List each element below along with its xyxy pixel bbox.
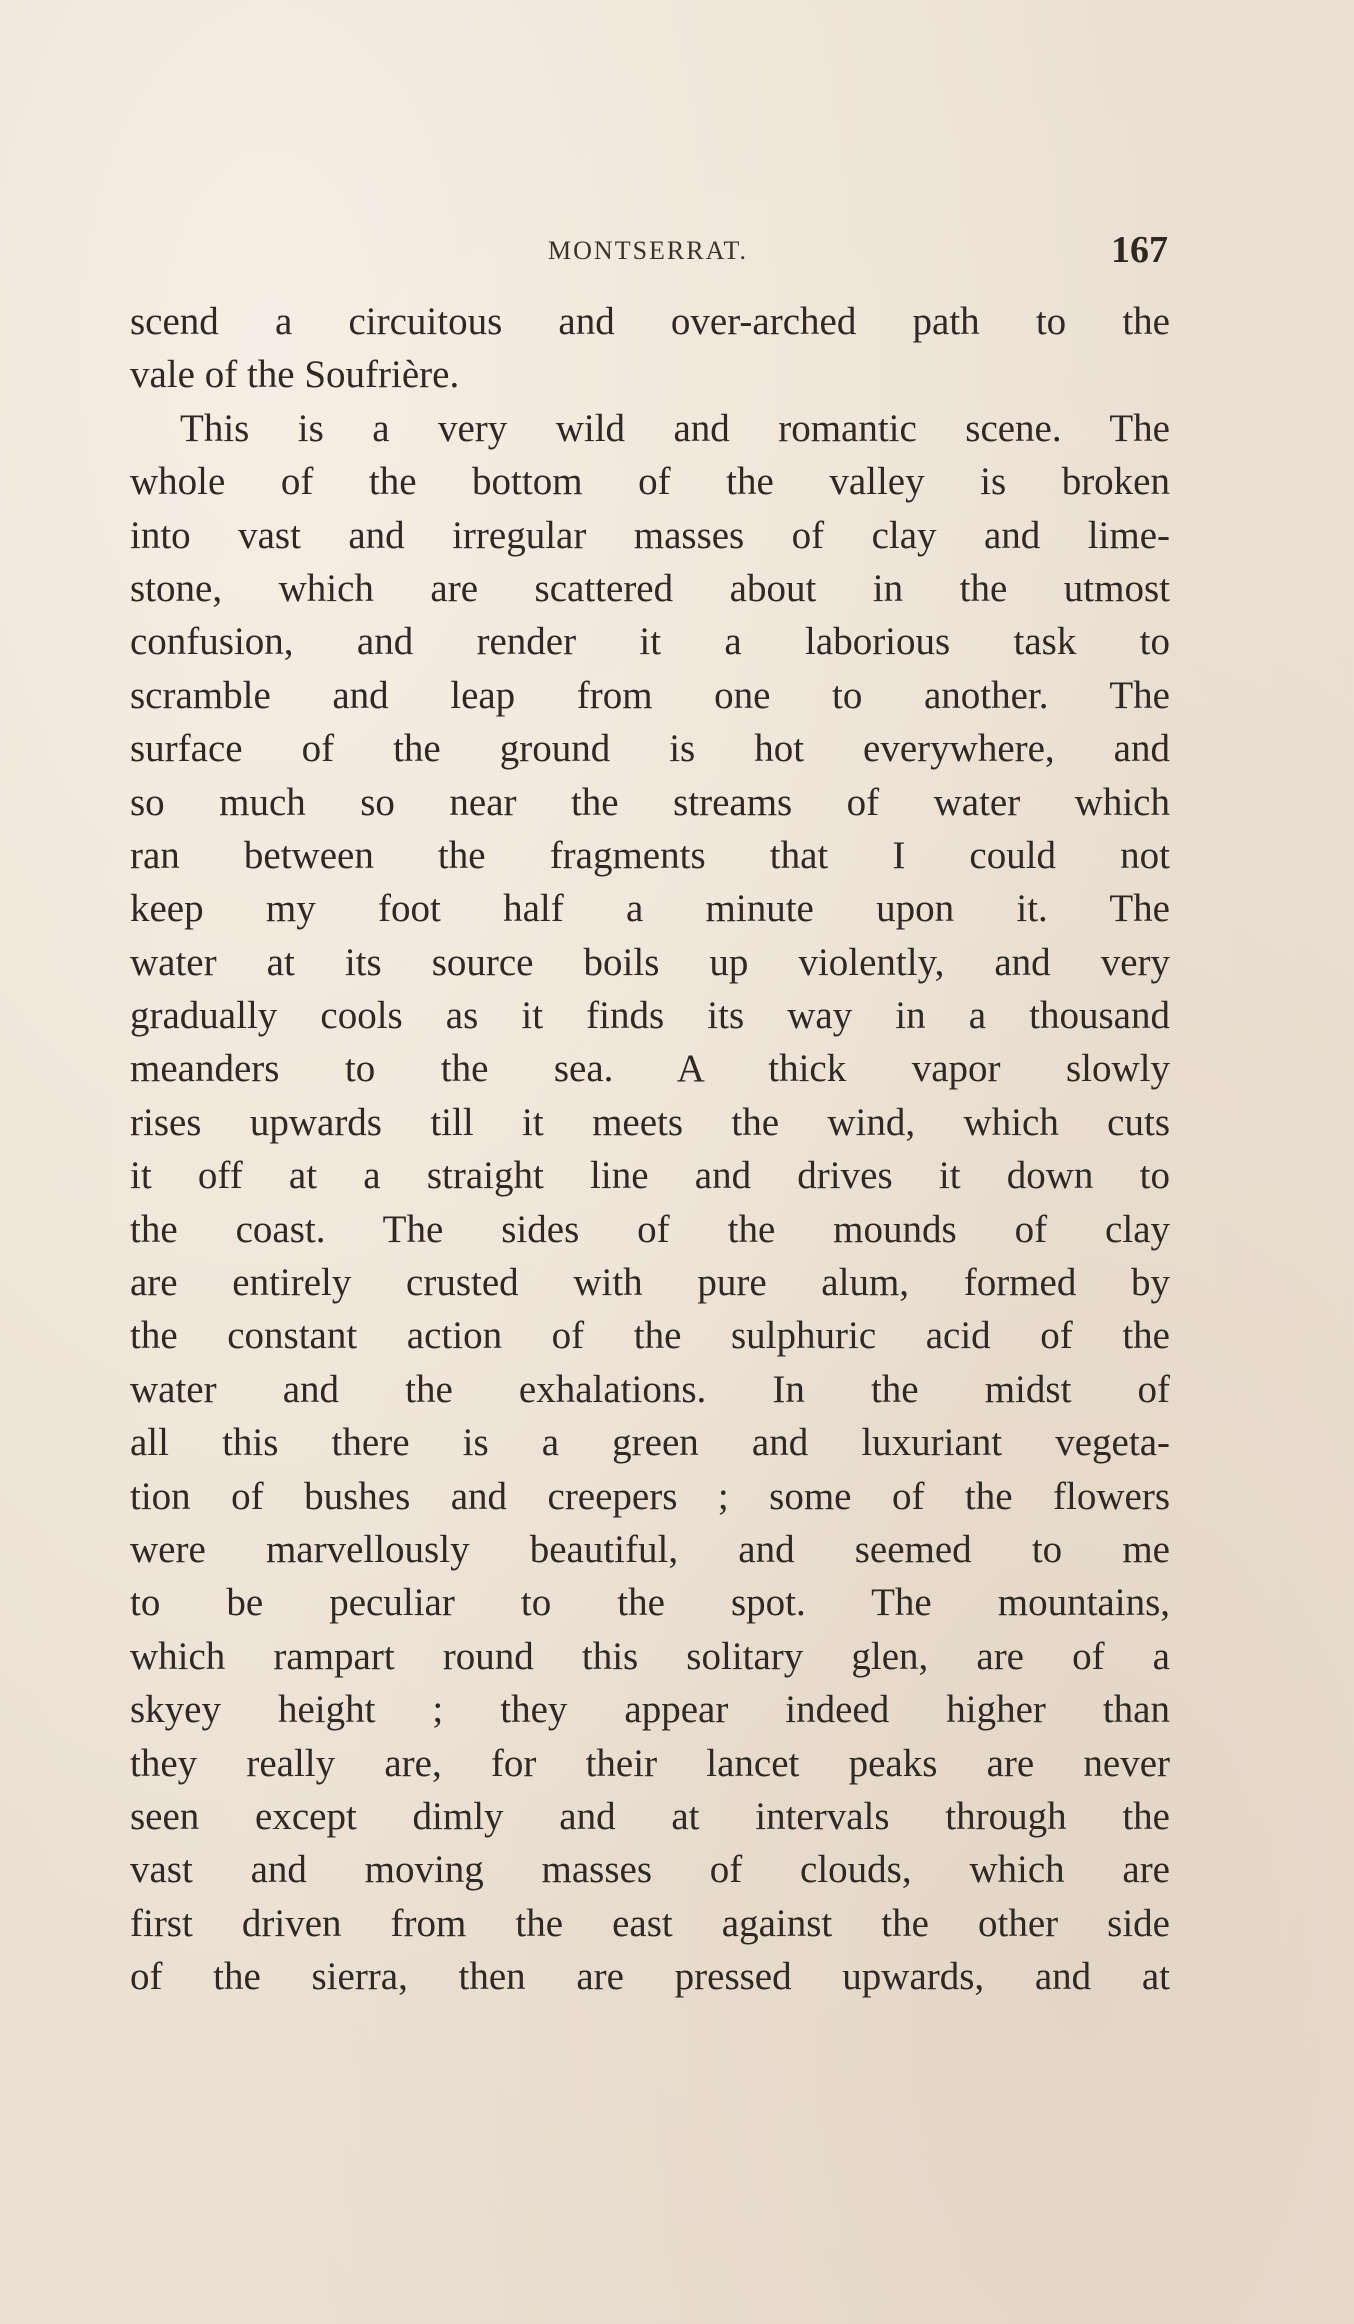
text-line: vale of the Soufrière. [130, 353, 460, 397]
text-line: rises upwards till it meets the wind, which cuts [130, 1100, 1170, 1144]
text-line: were marvellously beautiful, and seemed to me [130, 1527, 1170, 1571]
text-line: whole of the bottom of the valley is broken [130, 460, 1170, 504]
text-line: the constant action of the sulphuric acid of the [130, 1314, 1170, 1358]
text-line: they really are, for their lancet peaks are never [130, 1741, 1170, 1785]
text-line: keep my foot half a minute upon it. The [130, 887, 1170, 931]
text-line: which rampart round this solitary glen, are of a [130, 1634, 1170, 1678]
text-line: to be peculiar to the spot. The mountains, [130, 1581, 1170, 1625]
page-number: 167 [1111, 229, 1168, 271]
body-text [130, 295, 1170, 2004]
text-line: stone, which are scattered about in the utmost [130, 566, 1170, 610]
running-head [128, 228, 1168, 278]
text-line: seen except dimly and at intervals through the [130, 1794, 1170, 1838]
text-line: gradually cools as it finds its way in a thousand [130, 994, 1170, 1038]
text-line: scramble and leap from one to another. The [130, 673, 1170, 717]
text-line: the coast. The sides of the mounds of clay [130, 1207, 1170, 1251]
text-line: of the sierra, then are pressed upwards, and at [130, 1955, 1170, 1999]
text-line: scend a circuitous and over-arched path to the [130, 300, 1170, 343]
text-line: tion of bushes and creepers ; some of the flowers [130, 1474, 1170, 1518]
text-line: all this there is a green and luxuriant vegeta- [130, 1421, 1170, 1465]
text-line: confusion, and render it a laborious task to [130, 620, 1170, 664]
text-line: are entirely crusted with pure alum, formed by [130, 1261, 1170, 1305]
text-line: meanders to the sea. A thick vapor slowly [130, 1047, 1170, 1091]
text-line: water and the exhalations. In the midst of [130, 1367, 1170, 1411]
text-line: This is a very wild and romantic scene. The [180, 406, 1170, 450]
text-line: surface of the ground is hot everywhere, and [130, 727, 1170, 771]
text-line: ran between the fragments that I could not [130, 833, 1170, 877]
text-line: skyey height ; they appear indeed higher than [130, 1688, 1170, 1732]
text-line: water at its source boils up violently, and very [130, 940, 1170, 984]
text-line: into vast and irregular masses of clay and lime- [130, 513, 1170, 557]
text-line: it off at a straight line and drives it down to [130, 1154, 1170, 1198]
text-line: so much so near the streams of water which [130, 780, 1170, 824]
text-line: vast and moving masses of clouds, which are [130, 1848, 1170, 1892]
text-line: first driven from the east against the other side [130, 1901, 1170, 1945]
running-title: MONTSERRAT. [548, 236, 748, 265]
